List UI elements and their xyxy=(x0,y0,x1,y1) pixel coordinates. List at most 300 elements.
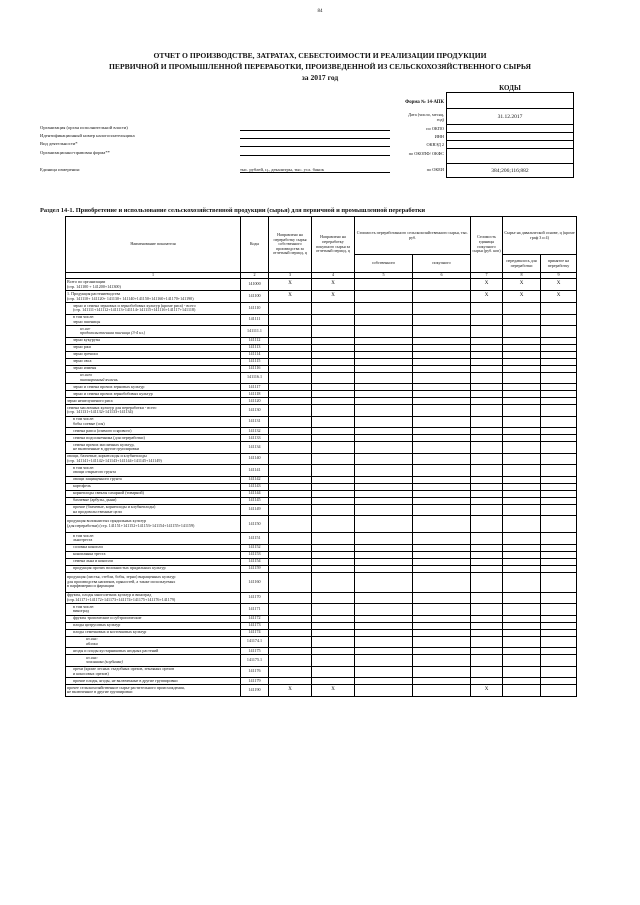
value-cell xyxy=(471,358,503,365)
value-cell xyxy=(541,358,577,365)
table-row xyxy=(66,648,577,655)
value-cell xyxy=(413,279,471,291)
x-mark-cell: X xyxy=(503,279,541,291)
row-code-cell: 141154 xyxy=(241,558,269,565)
row-name-cell: зерно и семена зерновых и зернобобовых культур (кроме риса) - всего (стр. 141111+141112+141113+141114+141115+141116+141117+141118) xyxy=(66,303,241,315)
value-cell xyxy=(269,558,312,565)
row-name-cell: семена льна и конопли xyxy=(66,558,241,565)
codes-okved-cell xyxy=(447,141,573,149)
value-cell xyxy=(503,405,541,417)
value-cell xyxy=(503,351,541,358)
value-cell xyxy=(541,678,577,685)
value-cell xyxy=(413,476,471,483)
page-number: 84 xyxy=(317,9,323,14)
value-cell xyxy=(413,326,471,338)
row-name-cell: зерно ячменя xyxy=(66,365,241,372)
x-mark-cell: X xyxy=(269,291,312,303)
value-cell xyxy=(355,604,413,616)
row-name-cell: корнеплоды свеклы сахарной (товарной) xyxy=(66,490,241,497)
codes-date-cell: 31.12.2017 xyxy=(447,109,573,125)
value-cell xyxy=(471,326,503,338)
legal-form-label: Организационно-правовая форма** xyxy=(40,150,110,155)
value-cell xyxy=(355,442,413,454)
value-cell xyxy=(471,516,503,533)
value-cell xyxy=(355,490,413,497)
value-cell xyxy=(355,351,413,358)
header-col89: Сырье на давальческой основе, ц (кроме граф 3 и 4) xyxy=(503,217,577,255)
value-cell xyxy=(413,516,471,533)
table-row xyxy=(66,565,577,572)
table-row xyxy=(66,337,577,344)
value-cell xyxy=(503,314,541,326)
legal-form-line xyxy=(240,155,390,156)
value-cell xyxy=(355,326,413,338)
row-code-cell: 141113 xyxy=(241,344,269,351)
value-cell xyxy=(269,604,312,616)
row-name-cell: в том числе: виноград xyxy=(66,604,241,616)
row-name-cell: плоды цитрусовых культур xyxy=(66,622,241,629)
value-cell xyxy=(312,398,355,405)
value-cell xyxy=(503,655,541,667)
header-col7: Стоимость единицы покупного сырья (руб. коп) xyxy=(471,217,503,273)
value-cell xyxy=(413,622,471,629)
value-cell xyxy=(541,565,577,572)
value-cell xyxy=(312,358,355,365)
value-cell xyxy=(413,678,471,685)
value-cell xyxy=(355,358,413,365)
value-cell xyxy=(413,442,471,454)
value-cell xyxy=(355,384,413,391)
value-cell xyxy=(541,516,577,533)
value-cell xyxy=(503,604,541,616)
value-cell xyxy=(541,572,577,592)
value-cell xyxy=(269,533,312,545)
row-code-cell: 141115 xyxy=(241,358,269,365)
value-cell xyxy=(471,615,503,622)
value-cell xyxy=(355,629,413,636)
row-name-cell: соломка конопли xyxy=(66,544,241,551)
value-cell xyxy=(355,453,413,465)
codes-box xyxy=(446,92,574,178)
x-mark-cell: X xyxy=(503,291,541,303)
table-row xyxy=(66,358,577,365)
value-cell xyxy=(312,391,355,398)
row-code-cell: 141117 xyxy=(241,384,269,391)
value-cell xyxy=(355,372,413,384)
value-cell xyxy=(413,551,471,558)
row-code-cell: 141190 xyxy=(241,685,269,697)
row-code-cell: 141141 xyxy=(241,465,269,477)
row-name-cell: зерно кукурузы xyxy=(66,337,241,344)
value-cell xyxy=(355,655,413,667)
value-cell xyxy=(269,391,312,398)
header-col56: Стоимость переработанного сельскохозяйственного сырья, тыс. руб. xyxy=(355,217,471,255)
table-row xyxy=(66,615,577,622)
inn-label: ИНН xyxy=(434,134,444,139)
value-cell xyxy=(541,655,577,667)
row-name-cell: плоды семечковых и косточковых культур xyxy=(66,629,241,636)
value-cell xyxy=(312,365,355,372)
title-line-2: ПЕРВИЧНОЙ И ПРОМЫШЛЕННОЙ ПЕРЕРАБОТКИ, ПРОИЗВЕДЕННОЙ ИЗ СЕЛЬСКОХОЗЯЙСТВЕННОГО СЫРЬЯ xyxy=(109,62,531,71)
value-cell xyxy=(541,544,577,551)
value-cell xyxy=(471,497,503,504)
value-cell xyxy=(413,544,471,551)
table-row xyxy=(66,678,577,685)
x-mark-cell: X xyxy=(269,685,312,697)
value-cell xyxy=(503,572,541,592)
x-mark-cell: X xyxy=(541,291,577,303)
activity-label: Вид деятельности* xyxy=(40,141,78,146)
value-cell xyxy=(503,490,541,497)
col-num: 6 xyxy=(413,273,471,279)
data-table xyxy=(65,216,577,697)
row-name-cell: коноплянка треста xyxy=(66,551,241,558)
row-name-cell: орехи (кроме лесных съедобных орехов, земляных орехов и кокосовых орехов) xyxy=(66,666,241,678)
value-cell xyxy=(355,465,413,477)
row-code-cell: 141116 xyxy=(241,365,269,372)
value-cell xyxy=(503,358,541,365)
value-cell xyxy=(471,453,503,465)
value-cell xyxy=(471,405,503,417)
value-cell xyxy=(355,497,413,504)
value-cell xyxy=(413,384,471,391)
col-num: 2 xyxy=(241,273,269,279)
header-col9: принятое на переработку xyxy=(541,255,577,273)
value-cell xyxy=(413,592,471,604)
value-cell xyxy=(355,398,413,405)
value-cell xyxy=(413,483,471,490)
value-cell xyxy=(503,666,541,678)
value-cell xyxy=(355,592,413,604)
value-cell xyxy=(413,558,471,565)
row-code-cell: 141000 xyxy=(241,279,269,291)
value-cell xyxy=(503,303,541,315)
col-num: 1 xyxy=(66,273,241,279)
value-cell xyxy=(355,416,413,428)
table-row xyxy=(66,533,577,545)
value-cell xyxy=(471,465,503,477)
value-cell xyxy=(541,490,577,497)
row-name-cell: Всего по организации (стр. 141100 + 141200+141300) xyxy=(66,279,241,291)
row-code-cell: 141176 xyxy=(241,666,269,678)
row-name-cell: овощи, бахчевые, корнеплоды и клубнеплоды (стр. 141141+141142+141143+141144+141145+141149) xyxy=(66,453,241,465)
value-cell xyxy=(541,636,577,648)
report-title xyxy=(0,50,640,83)
value-cell xyxy=(503,337,541,344)
value-cell xyxy=(269,636,312,648)
value-cell xyxy=(503,372,541,384)
value-cell xyxy=(312,592,355,604)
value-cell xyxy=(312,442,355,454)
value-cell xyxy=(503,544,541,551)
row-name-cell: в том числе: овощи открытого грунта xyxy=(66,465,241,477)
value-cell xyxy=(355,678,413,685)
value-cell xyxy=(312,504,355,516)
row-name-cell: зерно ржи xyxy=(66,344,241,351)
table-row xyxy=(66,636,577,648)
okei-label: по ОКЕИ xyxy=(426,167,444,172)
value-cell xyxy=(269,490,312,497)
value-cell xyxy=(471,391,503,398)
value-cell xyxy=(269,337,312,344)
x-mark-cell: X xyxy=(312,291,355,303)
value-cell xyxy=(312,629,355,636)
org-label: Организация (орган исполнительной власти) xyxy=(40,125,128,130)
table-row xyxy=(66,622,577,629)
value-cell xyxy=(413,358,471,365)
value-cell xyxy=(355,622,413,629)
value-cell xyxy=(269,483,312,490)
table-row xyxy=(66,435,577,442)
value-cell xyxy=(269,344,312,351)
row-code-cell: 141173 xyxy=(241,622,269,629)
value-cell xyxy=(355,291,413,303)
value-cell xyxy=(413,365,471,372)
value-cell xyxy=(541,604,577,616)
value-cell xyxy=(312,314,355,326)
table-row xyxy=(66,465,577,477)
table-row xyxy=(66,365,577,372)
value-cell xyxy=(355,428,413,435)
value-cell xyxy=(503,615,541,622)
value-cell xyxy=(413,453,471,465)
value-cell xyxy=(413,291,471,303)
value-cell xyxy=(413,629,471,636)
table-row xyxy=(66,629,577,636)
value-cell xyxy=(471,558,503,565)
row-code-cell: 141159 xyxy=(241,565,269,572)
value-cell xyxy=(471,648,503,655)
value-cell xyxy=(413,615,471,622)
row-code-cell: 141140 xyxy=(241,453,269,465)
table-row xyxy=(66,351,577,358)
table-row xyxy=(66,398,577,405)
value-cell xyxy=(312,337,355,344)
value-cell xyxy=(355,648,413,655)
value-cell xyxy=(541,435,577,442)
value-cell xyxy=(503,648,541,655)
value-cell xyxy=(312,558,355,565)
table-row xyxy=(66,497,577,504)
row-name-cell: семена прочих масличных культур, не включенные в другие группировки xyxy=(66,442,241,454)
value-cell xyxy=(269,365,312,372)
table-row xyxy=(66,504,577,516)
row-code-cell: 141130 xyxy=(241,405,269,417)
value-cell xyxy=(413,344,471,351)
table-row xyxy=(66,666,577,678)
row-name-cell: из него пивоваренный ячмень xyxy=(66,372,241,384)
row-name-cell: из них: земляника (клубника) xyxy=(66,655,241,667)
codes-okpo-cell xyxy=(447,125,573,133)
value-cell xyxy=(413,416,471,428)
value-cell xyxy=(355,391,413,398)
row-name-cell: в том числе: зерно пшеницы xyxy=(66,314,241,326)
value-cell xyxy=(269,678,312,685)
value-cell xyxy=(541,476,577,483)
row-code-cell: 141144 xyxy=(241,490,269,497)
header-col6: покупного xyxy=(413,255,471,273)
row-name-cell: бахчевые (арбузы, дыни) xyxy=(66,497,241,504)
table-row xyxy=(66,592,577,604)
inn-field-label: Идентификационный номер налогоплательщика xyxy=(40,133,135,138)
title-line-3: за 2017 год xyxy=(301,73,339,82)
value-cell xyxy=(269,592,312,604)
col-num: 9 xyxy=(541,273,577,279)
value-cell xyxy=(541,615,577,622)
value-cell xyxy=(355,572,413,592)
row-code-cell: 141120 xyxy=(241,398,269,405)
value-cell xyxy=(471,572,503,592)
value-cell xyxy=(355,504,413,516)
row-code-cell: 141134 xyxy=(241,442,269,454)
row-code-cell: 141114 xyxy=(241,351,269,358)
row-code-cell: 141145 xyxy=(241,497,269,504)
row-code-cell: 141170 xyxy=(241,592,269,604)
col-num: 7 xyxy=(471,273,503,279)
table-row xyxy=(66,314,577,326)
x-mark-cell: X xyxy=(312,279,355,291)
value-cell xyxy=(503,636,541,648)
value-cell xyxy=(503,398,541,405)
row-code-cell: 141160 xyxy=(241,572,269,592)
value-cell xyxy=(269,615,312,622)
value-cell xyxy=(413,533,471,545)
row-name-cell: фрукты, плоды многолетних культур и виноград (стр.141171+141172+141173+141174+141175+141176+141179) xyxy=(66,592,241,604)
value-cell xyxy=(413,565,471,572)
title-line-1: ОТЧЕТ О ПРОИЗВОДСТВЕ, ЗАТРАТАХ, СЕБЕСТОИМОСТИ И РЕАЛИЗАЦИИ ПРОДУКЦИИ xyxy=(153,51,487,60)
value-cell xyxy=(541,405,577,417)
value-cell xyxy=(471,622,503,629)
value-cell xyxy=(413,405,471,417)
value-cell xyxy=(503,428,541,435)
value-cell xyxy=(269,666,312,678)
value-cell xyxy=(541,504,577,516)
value-cell xyxy=(312,615,355,622)
table-row xyxy=(66,326,577,338)
table-row xyxy=(66,291,577,303)
row-code-cell: 141171 xyxy=(241,604,269,616)
value-cell xyxy=(312,476,355,483)
row-name-cell: продукция (листья, стебли, бобы, зерно) выращенных культур для производства напитков, пряностей, а также используемых в парфюмерии и фармации xyxy=(66,572,241,592)
value-cell xyxy=(413,435,471,442)
value-cell xyxy=(471,476,503,483)
value-cell xyxy=(503,551,541,558)
row-name-cell: прочее сельскохозяйственное сырье растительного происхождения, не включенное в другие группировки xyxy=(66,685,241,697)
value-cell xyxy=(312,551,355,558)
col-num: 5 xyxy=(355,273,413,279)
value-cell xyxy=(503,533,541,545)
value-cell xyxy=(312,405,355,417)
value-cell xyxy=(413,648,471,655)
value-cell xyxy=(355,314,413,326)
value-cell xyxy=(541,391,577,398)
org-line xyxy=(240,130,390,131)
value-cell xyxy=(355,365,413,372)
value-cell xyxy=(541,592,577,604)
row-name-cell: картофель xyxy=(66,483,241,490)
unit-line xyxy=(240,172,390,173)
okved-label: ОКВЭД 2 xyxy=(426,142,444,147)
value-cell xyxy=(312,384,355,391)
value-cell xyxy=(312,533,355,545)
value-cell xyxy=(269,442,312,454)
row-name-cell: 1. Продукция растениеводства (стр. 141110+ 141120+ 141130+ 141140+141150+141160+141170+141190) xyxy=(66,291,241,303)
row-code-cell: 141118 xyxy=(241,391,269,398)
value-cell xyxy=(269,497,312,504)
col-num: 3 xyxy=(269,273,312,279)
value-cell xyxy=(312,453,355,465)
value-cell xyxy=(269,629,312,636)
value-cell xyxy=(503,365,541,372)
value-cell xyxy=(312,303,355,315)
value-cell xyxy=(413,428,471,435)
row-code-cell: 141142 xyxy=(241,476,269,483)
x-mark-cell: X xyxy=(471,291,503,303)
table-row xyxy=(66,384,577,391)
row-name-cell: ягоды и плоды кустарниковых ягодных растений xyxy=(66,648,241,655)
value-cell xyxy=(471,533,503,545)
value-cell xyxy=(471,314,503,326)
value-cell xyxy=(503,453,541,465)
value-cell xyxy=(312,416,355,428)
row-code-cell: 141133 xyxy=(241,435,269,442)
table-row xyxy=(66,476,577,483)
value-cell xyxy=(471,416,503,428)
value-cell xyxy=(503,504,541,516)
value-cell xyxy=(541,384,577,391)
row-code-cell: 141111.1 xyxy=(241,326,269,338)
value-cell xyxy=(269,551,312,558)
value-cell xyxy=(413,666,471,678)
value-cell xyxy=(269,544,312,551)
value-cell xyxy=(503,565,541,572)
value-cell xyxy=(355,565,413,572)
value-cell xyxy=(541,533,577,545)
value-cell xyxy=(355,558,413,565)
row-name-cell: из них: яблоки xyxy=(66,636,241,648)
value-cell xyxy=(471,565,503,572)
value-cell xyxy=(269,314,312,326)
value-cell xyxy=(312,326,355,338)
row-name-cell: зерно и семена прочих зернобобовых культур xyxy=(66,391,241,398)
value-cell xyxy=(471,551,503,558)
row-code-cell: 141149 xyxy=(241,504,269,516)
value-cell xyxy=(312,483,355,490)
value-cell xyxy=(269,504,312,516)
value-cell xyxy=(471,490,503,497)
value-cell xyxy=(413,490,471,497)
value-cell xyxy=(312,465,355,477)
value-cell xyxy=(355,533,413,545)
header-code: Коды xyxy=(241,217,269,273)
value-cell xyxy=(269,351,312,358)
value-cell xyxy=(541,465,577,477)
value-cell xyxy=(503,497,541,504)
x-mark-cell: X xyxy=(269,279,312,291)
value-cell xyxy=(413,604,471,616)
value-cell xyxy=(413,398,471,405)
table-row xyxy=(66,303,577,315)
row-name-cell: зерно овса xyxy=(66,358,241,365)
codes-okopf-cell xyxy=(447,149,573,164)
value-cell xyxy=(541,685,577,697)
value-cell xyxy=(503,442,541,454)
form-number: Форма № 14-АПК xyxy=(405,100,444,105)
okpo-label: по ОКПО xyxy=(426,126,444,131)
value-cell xyxy=(312,372,355,384)
table-row xyxy=(66,442,577,454)
value-cell xyxy=(312,351,355,358)
